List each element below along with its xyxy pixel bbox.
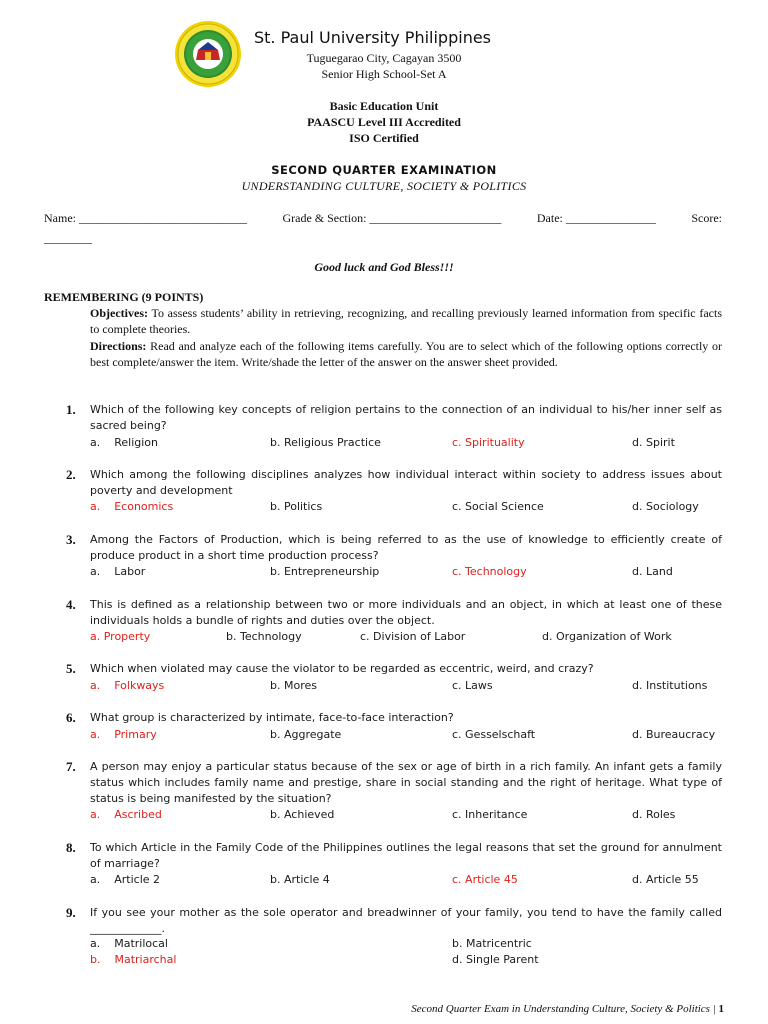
answer-option[interactable]: b. Matricentric [452,937,532,950]
answer-option[interactable]: b. Politics [270,500,323,513]
answer-option[interactable]: d. Sociology [632,500,699,513]
answer-option[interactable]: c. Inheritance [452,808,528,821]
question-item [40,710,722,764]
answer-option[interactable]: a. Religion [90,436,158,449]
accreditation: PAASCU Level III Accredited [307,115,461,129]
exam-title: SECOND QUARTER EXAMINATION [271,163,497,177]
answer-option-correct[interactable]: a. Ascribed [90,808,162,821]
answer-option[interactable]: d. Bureaucracy [632,728,716,741]
answer-option[interactable]: d. Single Parent [452,953,539,966]
section-heading: REMEMBERING (9 POINTS) [44,290,204,304]
answer-option-correct[interactable]: c. Spirituality [452,436,525,449]
question-number: 6. [66,710,76,725]
answer-option-correct[interactable]: a. Primary [90,728,157,741]
question-text: If you see your mother as the sole operator and breadwinner of your family, you tend to have the family called _____________. [90,906,722,935]
answer-option-correct[interactable]: c. Article 45 [452,873,518,886]
answer-option[interactable]: d. Institutions [632,679,708,692]
university-name: St. Paul University Philippines [254,28,492,47]
question-item [40,467,722,536]
score-label: Score: [691,211,722,225]
school-level: Senior High School-Set A [321,67,447,81]
question-number: 9. [66,905,76,920]
question-number: 4. [66,597,76,612]
footer-text: Second Quarter Exam in Understanding Culture, Society & Politics | [411,1003,716,1015]
question-number: 2. [66,467,76,482]
question-text: This is defined as a relationship between two or more individuals and an object, in which at least one of these individuals holds a bundle of rights and duties over the object. [90,598,722,627]
answer-option-correct[interactable]: a. Folkways [90,679,165,692]
page-footer [411,1003,724,1015]
score-field[interactable]: ________ [44,231,92,245]
question-number: 1. [66,402,76,417]
answer-option[interactable]: a. Matrilocal [90,937,168,950]
question-item [40,597,722,666]
question-item [40,402,722,472]
question-item [40,661,722,715]
answer-option[interactable]: a. Article 2 [90,873,161,886]
answer-option[interactable]: b. Article 4 [270,873,330,886]
answer-option[interactable]: b. Mores [270,679,317,692]
student-info-line [44,211,722,226]
answer-option[interactable]: c. Social Science [452,500,544,513]
objectives-label: Objectives: [90,306,148,320]
address: Tuguegarao City, Cagayan 3500 [306,51,462,65]
question-number: 8. [66,840,76,855]
answer-option[interactable]: d. Land [632,565,673,578]
question-number: 7. [66,759,76,774]
answer-option[interactable]: c. Gesselschaft [452,728,536,741]
name-field[interactable]: Name: ____________________________ [44,211,247,225]
grade-section-field[interactable]: Grade & Section: ______________________ [282,211,502,225]
answer-option[interactable]: b. Entrepreneurship [270,565,380,578]
answer-option[interactable]: b. Technology [226,630,302,643]
answer-option-correct[interactable]: a. Property [90,630,151,643]
answer-option[interactable]: a. Labor [90,565,146,578]
page-number: 1 [718,1003,724,1015]
question-number: 5. [66,661,76,676]
answer-option[interactable]: b. Aggregate [270,728,342,741]
date-field[interactable]: Date: _______________ [536,211,656,225]
answer-option[interactable]: b. Religious Practice [270,436,381,449]
answer-option[interactable]: d. Roles [632,808,676,821]
answer-option[interactable]: d. Spirit [632,436,675,449]
greeting: Good luck and God Bless!!! [314,260,454,274]
question-item [40,905,722,973]
directions-label: Directions: [90,339,147,353]
answer-option[interactable]: c. Division of Labor [360,630,466,643]
question-number: 3. [66,532,76,547]
directions [90,338,722,370]
subject-title: UNDERSTANDING CULTURE, SOCIETY & POLITICS [241,179,527,193]
question-item [40,532,722,601]
directions-text: Read and analyze each of the following items carefully. You are to select which of the following options correctly or best complete/answer the item. Write/shade the letter of the answer on the answer sheet provided. [90,339,722,369]
answer-option[interactable]: c. Laws [452,679,493,692]
answer-option[interactable]: d. Article 55 [632,873,699,886]
objectives-text: To assess students’ ability in retrieving, recognizing, and recalling previously learned information from specific facts to complete theories. [90,306,722,336]
question-text: Which among the following disciplines analyzes how individual interact within society to address issues about poverty and development [90,468,722,497]
question-item [40,759,722,844]
question-text: Which when violated may cause the violator to be regarded as eccentric, weird, and crazy? [90,662,594,675]
question-text: To which Article in the Family Code of the Philippines outlines the legal reasons that set the ground for annulment of marriage? [90,841,722,870]
question-text: What group is characterized by intimate, face-to-face interaction? [90,711,454,724]
answer-option[interactable]: d. Organization of Work [542,630,672,643]
answer-option-correct[interactable]: c. Technology [452,565,527,578]
question-text: A person may enjoy a particular status because of the sex or age of birth in a rich family. An infant gets a family status which includes family name and prestige, share in social standing and the right of heritage. What type of status is being manifested by the situation? [90,760,722,805]
answer-option-correct[interactable]: b. Matriarchal [90,953,177,966]
answer-option[interactable]: b. Achieved [270,808,335,821]
question-text: Which of the following key concepts of religion pertains to the connection of an individual to his/her inner self as sacred being? [90,403,722,432]
iso-certified: ISO Certified [349,131,419,145]
objectives [90,305,722,337]
question-item [40,840,722,909]
question-text: Among the Factors of Production, which is being referred to as the use of knowledge to efficiently create of produce product in a short time production process? [90,533,722,562]
answer-option-correct[interactable]: a. Economics [90,500,174,513]
unit-name: Basic Education Unit [329,99,439,113]
